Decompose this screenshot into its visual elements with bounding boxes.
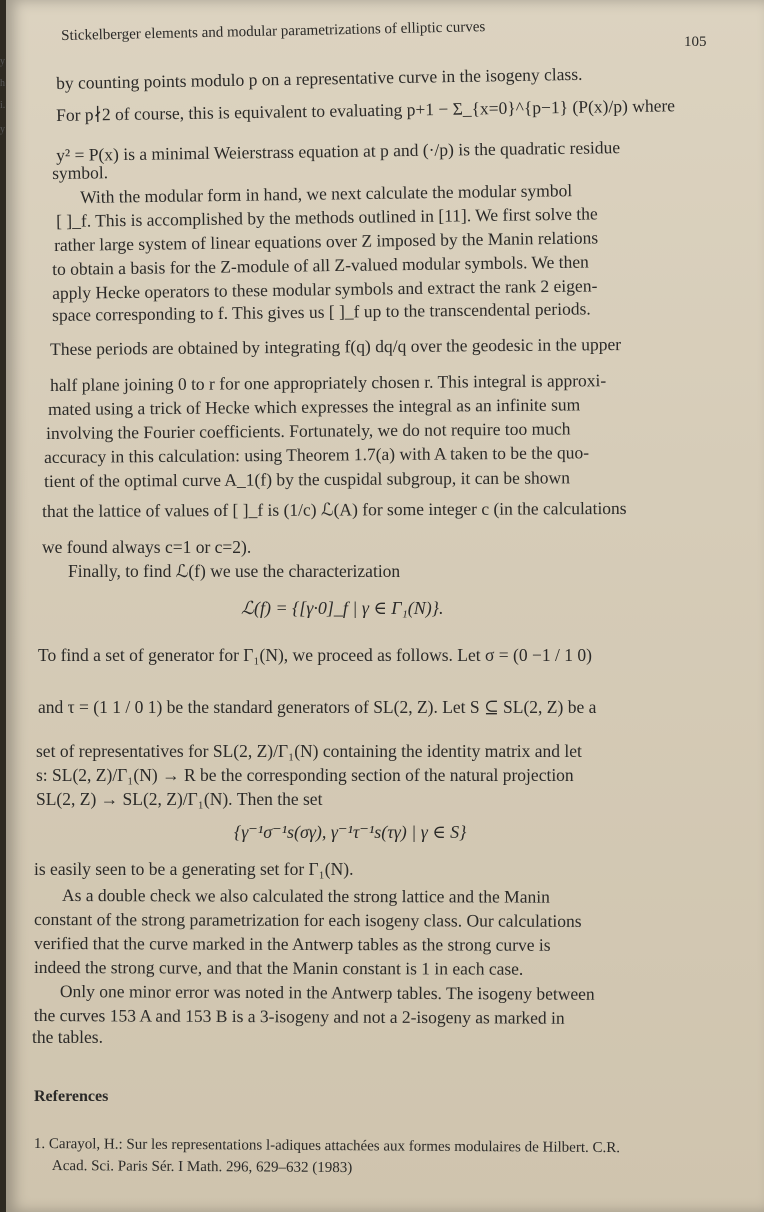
text-line: symbol. <box>51 162 109 183</box>
text-line: SL(2, Z) → SL(2, Z)/Γ₁(N). Then the set <box>36 789 323 809</box>
text-line: verified that the curve marked in the Antwerp tables as the strong curve is <box>33 933 551 955</box>
running-title: Stickelberger elements and modular parametrizations of elliptic curves <box>61 19 486 44</box>
text-line: that the lattice of values of [ ]_f is (1/c) ℒ(A) for some integer c (in the calculations <box>41 497 627 521</box>
reference-item: Acad. Sci. Paris Sér. I Math. 296, 629–632 (1983) <box>51 1158 353 1177</box>
book-page <box>6 0 764 1212</box>
text-line: constant of the strong parametrization for each isogeny class. Our calculations <box>33 909 582 931</box>
text-line: mated using a trick of Hecke which expresses the integral as an infinite sum <box>47 394 581 419</box>
left-edge-glyph: i. <box>0 100 6 111</box>
text-line: and τ = (1 1 / 0 1) be the standard generators of SL(2, Z). Let S ⊆ SL(2, Z) be a <box>38 697 597 717</box>
text-line: s: SL(2, Z)/Γ₁(N) → R be the corresponding section of the natural projection <box>36 765 574 785</box>
text-line: apply Hecke operators to these modular symbols and extract the rank 2 eigen- <box>51 275 598 303</box>
text-line: indeed the strong curve, and that the Manin constant is 1 in each case. <box>33 957 524 979</box>
left-edge-glyph: y <box>0 124 5 135</box>
reference-item: 1. Carayol, H.: Sur les representations l-adiques attachées aux formes modulaires de Hilbert. C.R. <box>33 1136 621 1157</box>
text-line: accuracy in this calculation: using Theorem 1.7(a) with A taken to be the quo- <box>43 442 590 467</box>
text-line: For p∤2 of course, this is equivalent to evaluating p+1 − Σ_{x=0}^{p−1} (P(x)/p) where <box>55 95 676 125</box>
left-edge-glyph: h <box>0 78 5 89</box>
text-line: Finally, to find ℒ(f) we use the characterization <box>68 561 401 581</box>
text-line: we found always c=1 or c=2). <box>42 537 252 557</box>
text-line: the tables. <box>32 1027 103 1047</box>
text-line: [ ]_f. This is accomplished by the methods outlined in [11]. We first solve the <box>55 203 598 231</box>
display-equation: ℒ(f) = {[γ·0]_f | γ ∈ Γ₁(N)}. <box>241 598 444 618</box>
text-line: These periods are obtained by integrating f(q) dq/q over the geodesic in the upper <box>49 334 622 359</box>
text-line: y² = P(x) is a minimal Weierstrass equation at p and (·/p) is the quadratic residue <box>55 137 621 165</box>
references-heading: References <box>34 1088 109 1105</box>
left-edge-glyph: y <box>0 56 5 67</box>
page-number: 105 <box>684 34 707 50</box>
text-line: With the modular form in hand, we next calculate the modular symbol <box>79 180 573 207</box>
text-line: the curves 153 A and 153 B is a 3-isogeny and not a 2-isogeny as marked in <box>33 1005 565 1028</box>
text-line: set of representatives for SL(2, Z)/Γ₁(N) containing the identity matrix and let <box>36 741 582 761</box>
text-line: by counting points modulo p on a representative curve in the isogeny class. <box>55 63 583 93</box>
text-line: To find a set of generator for Γ₁(N), we proceed as follows. Let σ = (0 −1 / 1 0) <box>38 645 592 665</box>
text-line: Only one minor error was noted in the Antwerp tables. The isogeny between <box>59 981 595 1004</box>
display-generating-set: {γ⁻¹σ⁻¹s(σγ), γ⁻¹τ⁻¹s(τγ) | γ ∈ S} <box>234 822 467 842</box>
text-line: tient of the optimal curve A_1(f) by the cuspidal subgroup, it can be shown <box>43 467 570 491</box>
text-line: rather large system of linear equations over Z imposed by the Manin relations <box>53 227 599 255</box>
text-line: space corresponding to f. This gives us [ ]_f up to the transcendental periods. <box>51 298 591 325</box>
text-line: half plane joining 0 to r for one appropriately chosen r. This integral is approxi- <box>49 370 607 395</box>
text-line: As a double check we also calculated the strong lattice and the Manin <box>61 885 550 907</box>
text-line: is easily seen to be a generating set for Γ₁(N). <box>34 859 354 879</box>
text-line: to obtain a basis for the Z-module of all Z-valued modular symbols. We then <box>51 251 589 279</box>
text-line: involving the Fourier coefficients. Fortunately, we do not require too much <box>45 418 571 443</box>
